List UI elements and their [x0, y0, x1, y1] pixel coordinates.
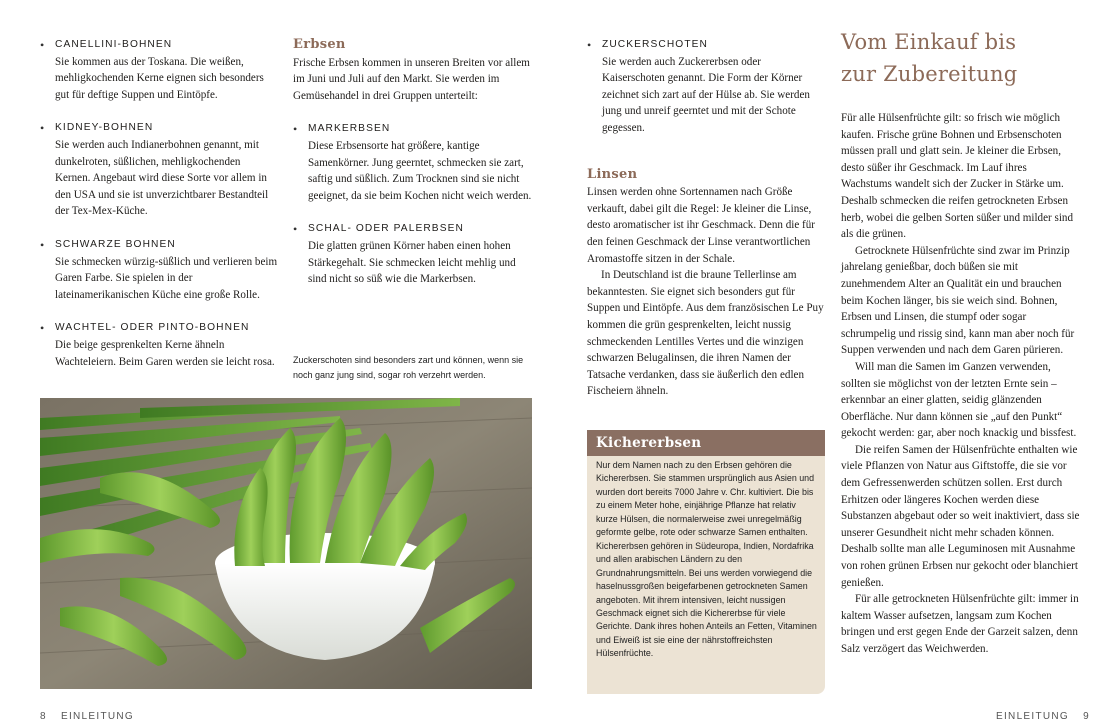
snow-peas-photo	[40, 398, 532, 689]
item-term: ZUCKERSCHOTEN	[602, 39, 708, 50]
item-text: Sie werden auch Zuckererbsen oder Kaiserschoten genannt. Die Form der Körner zeichnet sich zart auf der Hülse ab. Sie werden jung und unreif geerntet und mit der Schote gegessen.	[602, 55, 810, 134]
item-term: SCHAL- ODER PALERBSEN	[308, 223, 464, 235]
item-text: Sie werden auch Indianerbohnen genannt, mit dunkelroten, süßlichen, mehligkochenden Kernen. Angebaut wird diese Sorte vor allem in den USA und sie ist unverzichtbarer Bestandteil der Tex-Mex-Küche.	[55, 138, 269, 218]
bean-item-black	[40, 237, 278, 303]
item-text: Diese Erbsensorte hat größere, kantige Samenkörner. Jung geerntet, schmecken sie zart, saftig und süßlich. Zum Trocknen sind sie nicht geeignet, da sie beim Kochen nicht weich werden.	[308, 139, 532, 202]
item-term: KIDNEY-BOHNEN	[55, 122, 154, 134]
bullet-icon: •	[293, 222, 298, 237]
einkauf-paragraph-4: Die reifen Samen der Hülsenfrüchte enthalten wie viele Pflanzen von Natur aus Giftstoffe, die sie vor dem Gefressenwerden schützen sollen. Erst durch Erhitzen oder längeres Kochen werden diese Substanzen abgebaut oder so weit inaktiviert, dass sie unserer Gesundheit nicht mehr schaden können. Deshalb sollte man alle Leguminosen mit Ausnahme von rohen grünen Erbsen nur gekocht oder blanchiert genießen.	[841, 443, 1080, 589]
bullet-icon: •	[40, 121, 45, 136]
bean-item-canellini	[40, 37, 278, 103]
pea-item-zuckerschoten	[587, 37, 825, 137]
left-column-2	[293, 37, 533, 305]
bullet-icon: •	[587, 38, 592, 52]
infobox-paragraph-1: Nur dem Namen nach zu den Erbsen gehören die Kichererbsen. Sie stammen ursprünglich aus Asien und wurden dort bereits 7000 Jahre v. Chr. kultiviert. Die bis zu einem Meter hohe, einjährige Pflanze hat relativ kurze Hülsen, die normalerweise zwei unregelmäßig geformte gelbe, rote oder schwarze Samen enthalten.	[596, 460, 815, 538]
item-term: SCHWARZE BOHNEN	[55, 238, 176, 250]
einkauf-paragraph-3: Will man die Samen im Ganzen verwenden, sollten sie möglichst von der letzten Ernte sein – erkennbar an einer glatten, seidig glänzenden Oberfläche. Nur dann können sie „auf den Punkt“ gekocht werden: gar, aber noch knackig und bissfest.	[841, 360, 1077, 440]
infobox-body	[587, 456, 825, 661]
photo-caption: Zuckerschoten sind besonders zart und können, wenn sie noch ganz jung sind, sogar roh verzehrt werden.	[293, 355, 524, 380]
page-number-left: 8	[40, 711, 47, 722]
item-text: Die beige gesprenkelten Kerne ähneln Wachteleiern. Beim Garen werden sie leicht rosa.	[55, 338, 275, 368]
item-term: CANELLINI-BOHNEN	[55, 39, 173, 50]
item-text: Sie kommen aus der Toskana. Die weißen, mehligkochenden Kerne eignen sich besonders gut für deftige Suppen und Eintöpfe.	[55, 55, 264, 101]
right-column-2	[841, 26, 1080, 658]
bullet-icon: •	[40, 321, 45, 336]
item-text: Sie schmecken würzig-süßlich und verlieren beim Garen Farbe. Sie spielen in der lateinamerikanischen Küche eine große Rolle.	[55, 255, 278, 301]
left-column-1	[40, 37, 278, 387]
chapter-title-line-2: zur Zubereitung	[841, 62, 1018, 86]
einkauf-paragraph-2: Getrocknete Hülsenfrüchte sind zwar im Prinzip jahrelang genießbar, doch büßen sie mit zunehmendem Alter an Qualität ein und brauchen beim Kochen länger, bis sie weich sind. Bohnen, Erbsen und Linsen, die stumpf oder sogar schrumpelig und rissig sind, kann man aber noch für Suppen verwenden und nach dem Garen pürieren.	[841, 244, 1075, 357]
bean-item-kidney	[40, 120, 278, 220]
bullet-icon: •	[293, 122, 298, 137]
item-text: Die glatten grünen Körner haben einen hohen Stärkegehalt. Sie schmecken leicht mehlig und sind nicht so süß wie die Markerbsen.	[308, 239, 516, 286]
item-term: MARKERBSEN	[308, 123, 391, 135]
right-column-1	[587, 37, 825, 400]
chapter-title-line-1: Vom Einkauf bis	[841, 30, 1017, 54]
kichererbsen-infobox	[587, 430, 825, 694]
running-footer-left: EINLEITUNG	[60, 711, 134, 722]
pea-item-schalerbsen	[293, 221, 533, 287]
bullet-icon: •	[40, 38, 45, 52]
running-footer-right: EINLEITUNG	[996, 711, 1070, 722]
pea-item-markerbsen	[293, 121, 533, 204]
item-term: WACHTEL- ODER PINTO-BOHNEN	[55, 322, 250, 334]
page-number-right: 9	[1083, 711, 1090, 722]
infobox-heading: Kichererbsen	[587, 430, 825, 456]
section-heading-erbsen: Erbsen	[293, 37, 346, 52]
bullet-icon: •	[40, 237, 45, 252]
snow-peas-in-bowl-icon	[40, 398, 532, 689]
einkauf-paragraph-5: Für alle getrockneten Hülsenfrüchte gilt: immer in kaltem Wasser aufsetzen, langsam zum Kochen bringen und erst gegen Ende der Garzeit salzen, denn Salz verzögert das Weichwerden.	[841, 593, 1079, 655]
linsen-paragraph-1: Linsen werden ohne Sortennamen nach Größe verkauft, dabei gilt die Regel: Je kleiner die Linse, desto aromatischer ist ihr Geschmack. Denn die für den feinen Geschmack der Linse verantwortlichen Aromastoffe sitzen in der Schale.	[587, 186, 815, 265]
infobox-paragraph-2: Kichererbsen gehören in Südeuropa, Indien, Nordafrika und allen arabischen Ländern zu den Grundnahrungsmitteln. Bei uns werden vorwiegend die haselnussgroßen beigefarbenen getrockneten Samen angeboten. Mit ihrem intensiven, leicht nussigen Geschmack eignet sich die Kichererbse für viele Gerichte. Dank ihres hohen Anteils an Fetten, Vitaminen und Eiweiß ist sie eine der nährstoffreichsten Hülsenfrüchte.	[596, 540, 817, 659]
footer-right	[996, 711, 1090, 722]
linsen-paragraph-2: In Deutschland ist die braune Tellerlinse am bekanntesten. Sie eignet sich besonders gut für Suppen und Eintöpfe. Aus dem französischen Le Puy kommen die grün gesprenkelten, leicht nussig schmeckenden Lentilles Vertes und die winzigen schwarzen Belugalinsen, die ihren Namen der Tatsache verdanken, dass sie äußerlich den edlen Fischeiern ähneln.	[587, 269, 824, 398]
einkauf-paragraph-1: Für alle Hülsenfrüchte gilt: so frisch wie möglich kaufen. Frische grüne Bohnen und Erbsenschoten müssen prall und glatt sein. Je kleiner die Erbsen, desto süßer ihr Geschmack. Im Lauf ihres Wachstums wandelt sich der Zucker in Stärke um. Deshalb schmecken die reifen getrockneten Erbsen herb, wobei die gelben Sorten süßer und milder sind als die grünen.	[841, 112, 1073, 241]
erbsen-intro: Frische Erbsen kommen in unseren Breiten vor allem im Juni und Juli auf den Markt. Sie werden im Gemüsehandel in drei Gruppen unterteilt:	[293, 56, 530, 102]
section-heading-linsen: Linsen	[587, 166, 638, 182]
bean-item-pinto	[40, 320, 278, 370]
chapter-title	[841, 26, 1080, 90]
footer-left	[40, 711, 134, 722]
